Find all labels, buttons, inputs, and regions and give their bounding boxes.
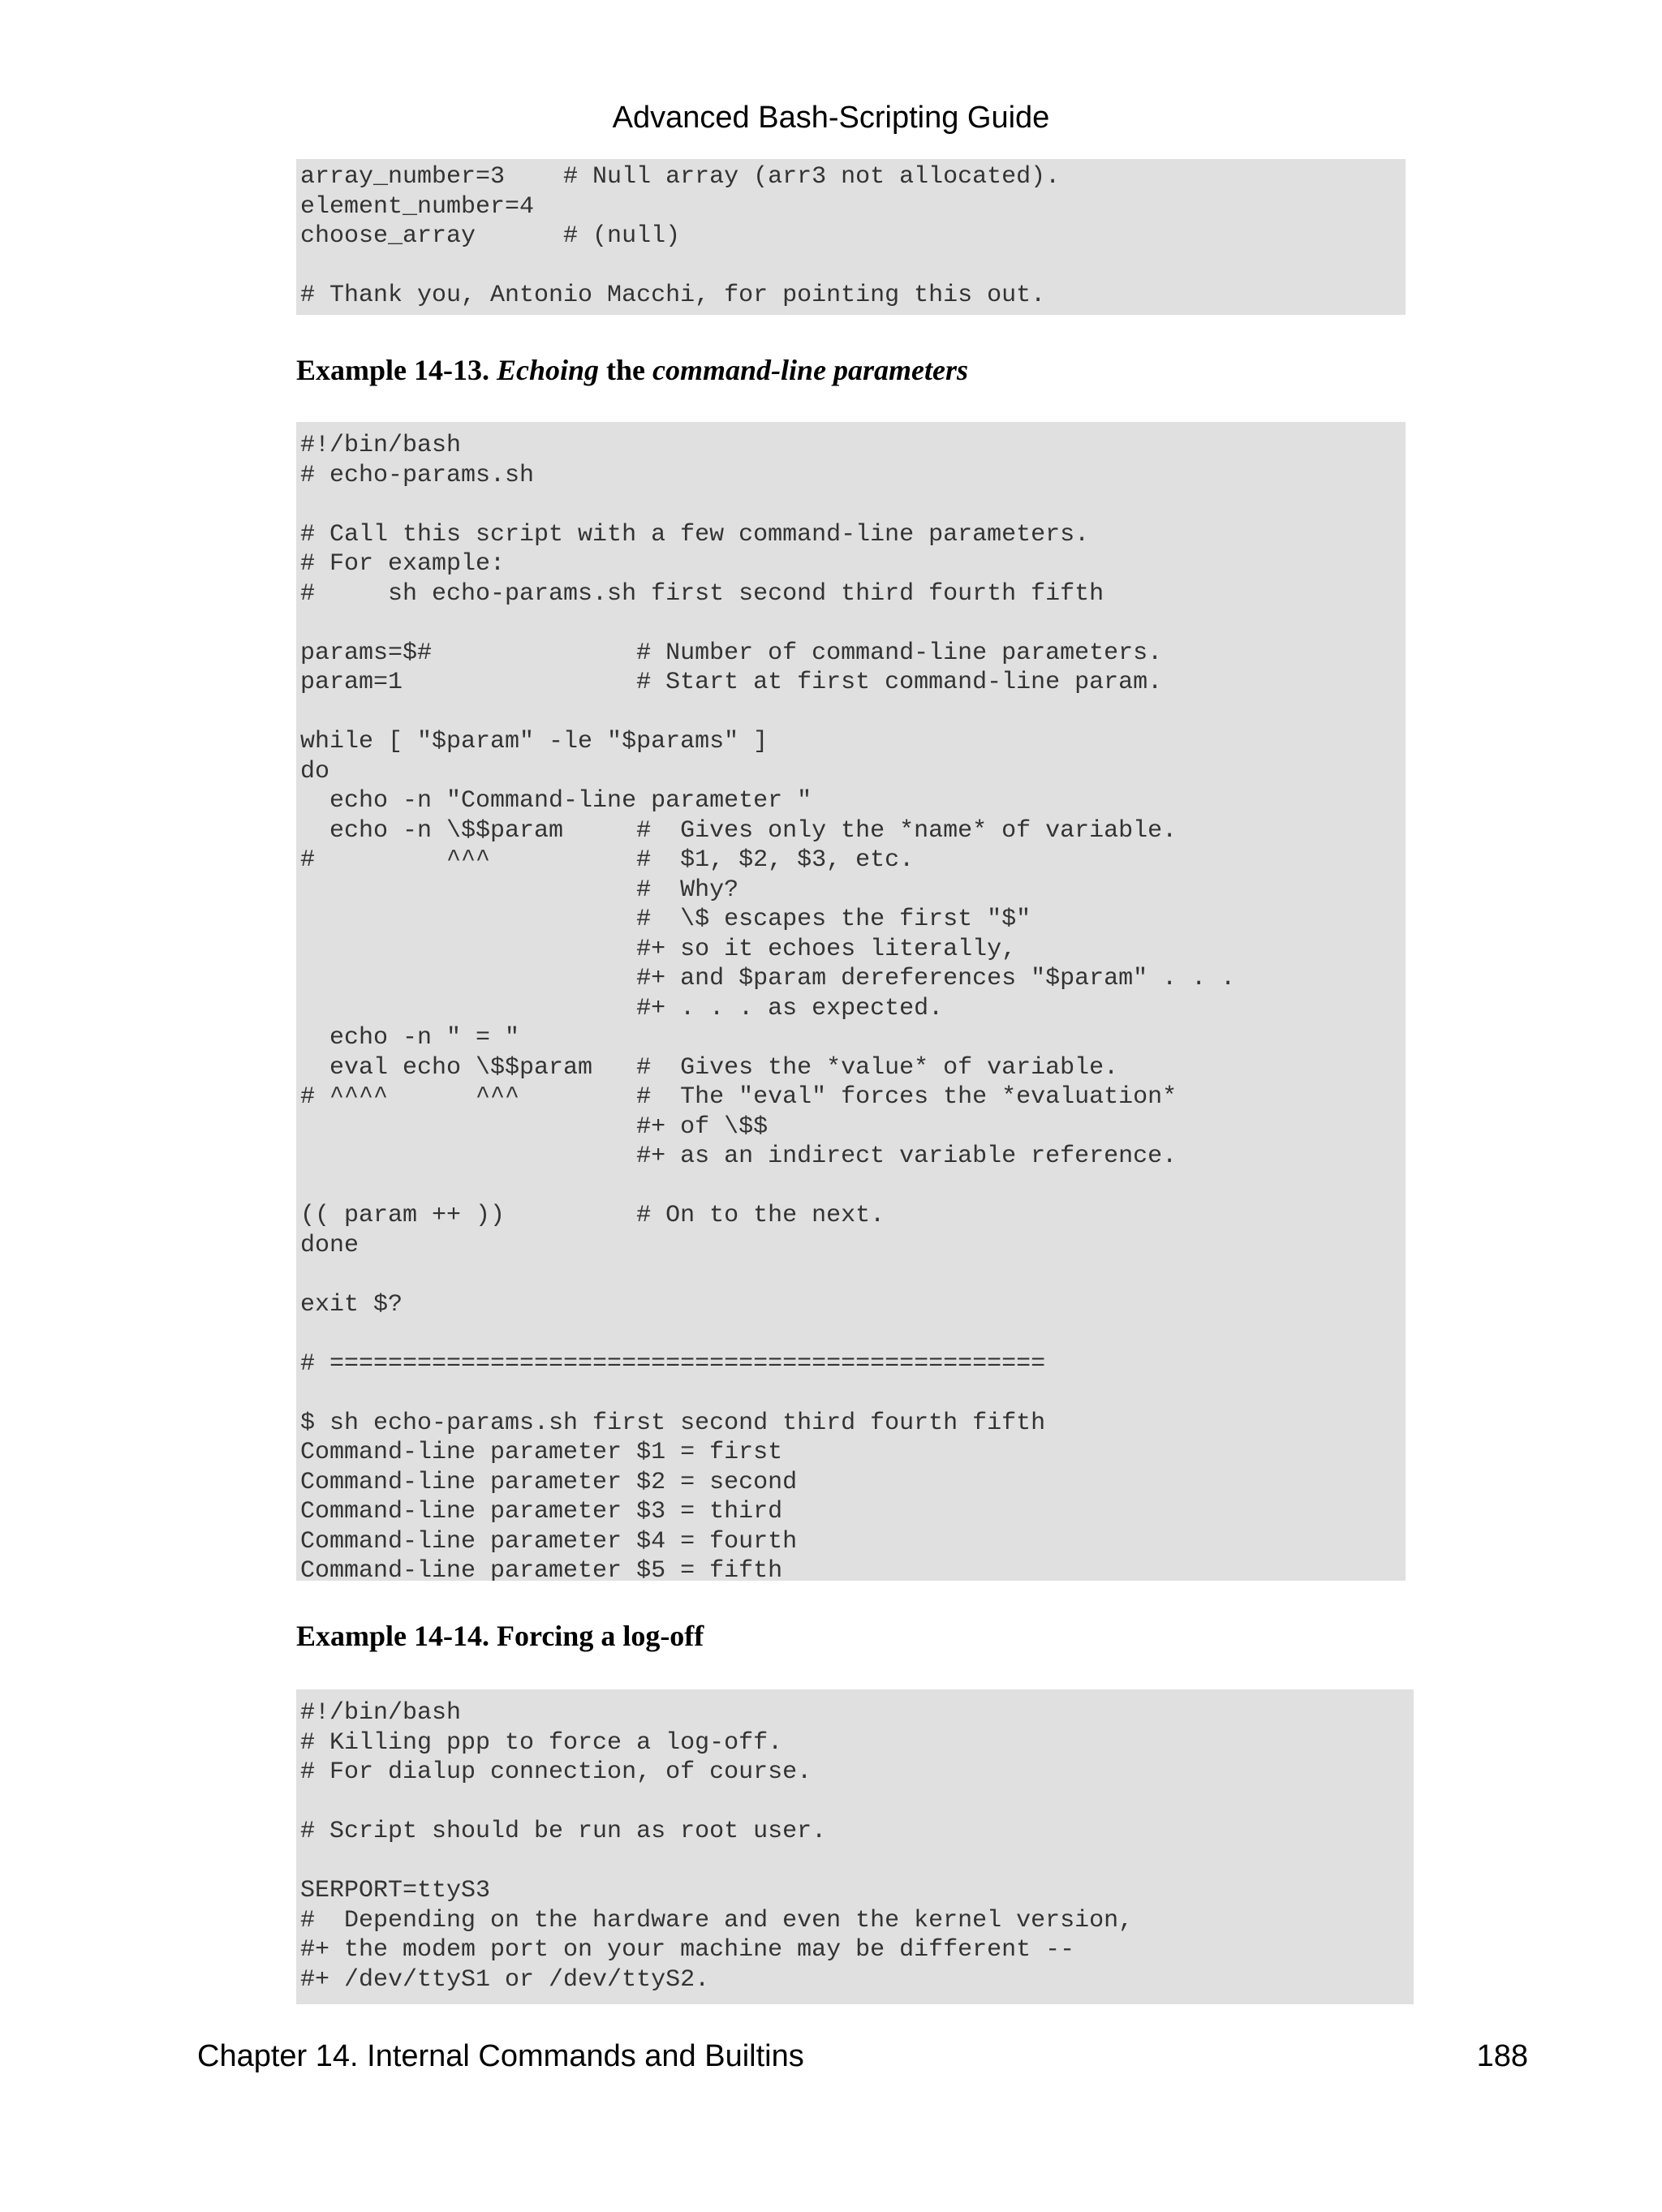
example-14-13-title xyxy=(296,352,968,388)
example-title-text: Forcing a log-off xyxy=(497,1620,704,1652)
footer-page-number: 188 xyxy=(1476,2039,1528,2073)
example-label: Example 14-14. xyxy=(296,1620,489,1652)
footer-chapter-title: Chapter 14. Internal Commands and Builtins xyxy=(197,2039,804,2073)
title-emphasis-parameters: command-line parameters xyxy=(652,354,969,386)
running-header: Advanced Bash-Scripting Guide xyxy=(612,101,1050,135)
code-block-array-example: array_number=3 # Null array (arr3 not allocated). element_number=4 choose_array # (null) # Thank you, Antonio Macchi, for pointing this out. xyxy=(296,159,1406,315)
title-text-the: the xyxy=(606,354,646,386)
title-emphasis-echoing: Echoing xyxy=(497,354,600,386)
code-block-forcing-logoff: #!/bin/bash # Killing ppp to force a log-off. # For dialup connection, of course. # Script should be run as root user. SERPORT=ttyS3 # Depending on the hardware and even the kernel version, #+ the modem port on your machine may be different -- #+ /dev/ttyS1 or /dev/ttyS2. xyxy=(296,1689,1414,2004)
example-label: Example 14-13. xyxy=(296,354,489,386)
example-14-14-title xyxy=(296,1618,704,1654)
code-block-echo-params: #!/bin/bash # echo-params.sh # Call this script with a few command-line parameters. # For example: # sh echo-params.sh first second third fourth fifth params=$# # Number of command-line parameters. param=1 # Start at first command-line param. while [ "$param" -le "$params" ] do echo -n "Command-line parameter " echo -n \$$param # Gives only the *name* of variable. # ^^^ # $1, $2, $3, etc. # Why? # \$ escapes the first "$" #+ so it echoes literally, #+ and $param dereferences "$param" . . . #+ . . . as expected. echo -n " = " eval echo \$$param # Gives the *value* of variable. # ^^^^ ^^^ # The "eval" forces the *evaluation* #+ of \$$ #+ as an indirect variable reference. (( param ++ )) # On to the next. done exit $? # ================================================= $ sh echo-params.sh first second third fourth fifth Command-line parameter $1 = first Command-line parameter $2 = second Command-line parameter $3 = third Command-line parameter $4 = fourth Command-line parameter $5 = fifth xyxy=(296,422,1406,1581)
